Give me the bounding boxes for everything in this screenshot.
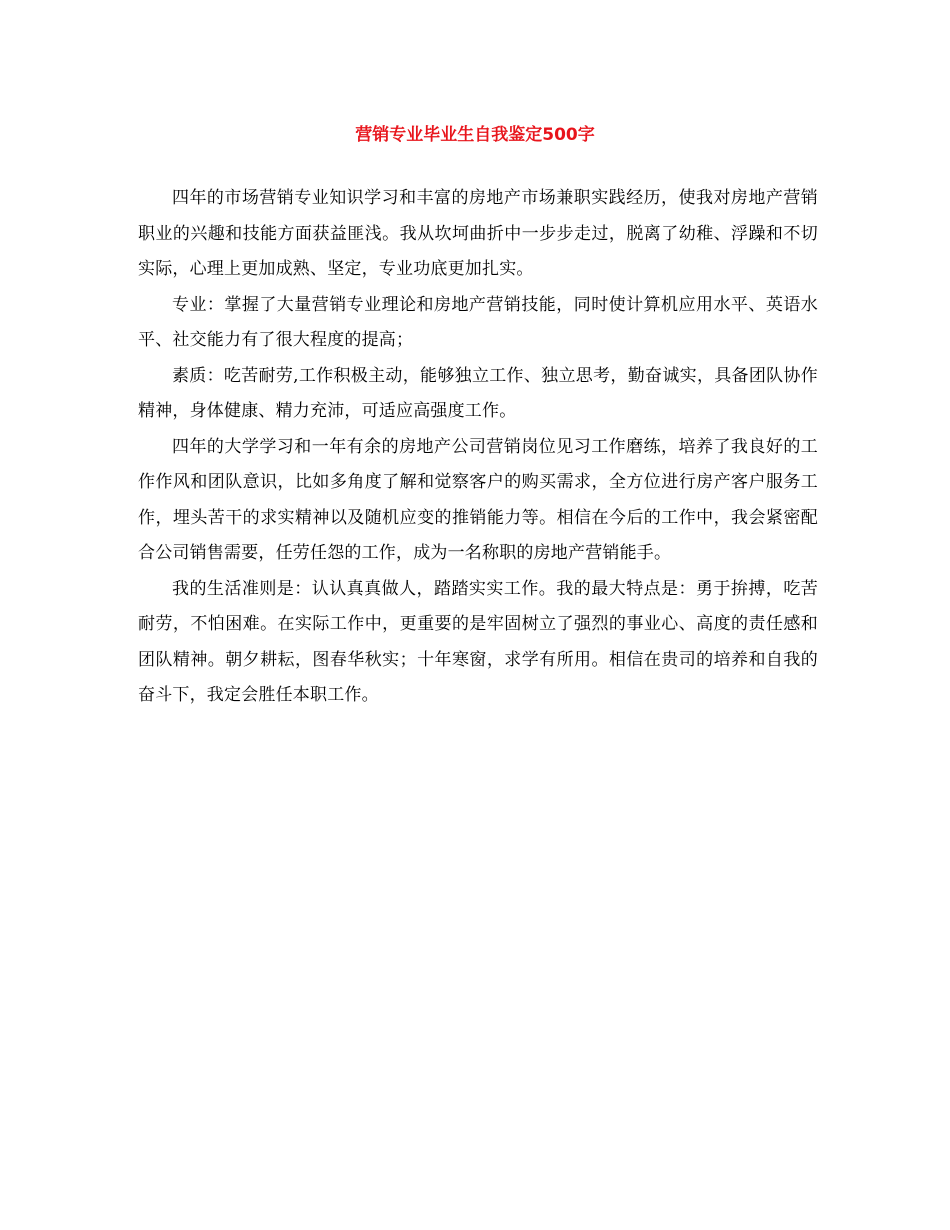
paragraph-principles: 我的生活准则是：认认真真做人，踏踏实实工作。我的最大特点是：勇于拚搏，吃苦耐劳，不怕困难。在实际工作中，更重要的是牢固树立了强烈的事业心、高度的责任感和团队精神。朝夕耕耘，图春华秋实；十年寒窗，求学有所用。相信在贵司的培养和自我的奋斗下，我定会胜任本职工作。 [138, 578, 818, 705]
document-body [138, 181, 818, 714]
paragraph-quality: 素质：吃苦耐劳,工作积极主动，能够独立工作、独立思考，勤奋诚实，具备团队协作精神，身体健康、精力充沛，可适应高强度工作。 [138, 365, 818, 421]
paragraph-experience: 四年的大学学习和一年有余的房地产公司营销岗位见习工作磨练，培养了我良好的工作作风和团队意识，比如多角度了解和觉察客户的购买需求，全方位进行房产客户服务工作，埋头苦干的求实精神以及随机应变的推销能力等。相信在今后的工作中，我会紧密配合公司销售需要，任劳任怨的工作，成为一名称职的房地产营销能手。 [138, 436, 818, 563]
paragraph-professional: 专业：掌握了大量营销专业理论和房地产营销技能，同时使计算机应用水平、英语水平、社交能力有了很大程度的提高； [138, 294, 818, 350]
document-title: 营销专业毕业生自我鉴定500字 [355, 125, 595, 145]
paragraph-intro: 四年的市场营销专业知识学习和丰富的房地产市场兼职实践经历，使我对房地产营销职业的兴趣和技能方面获益匪浅。我从坎坷曲折中一步步走过，脱离了幼稚、浮躁和不切实际，心理上更加成熟、坚定，专业功底更加扎实。 [138, 188, 818, 279]
